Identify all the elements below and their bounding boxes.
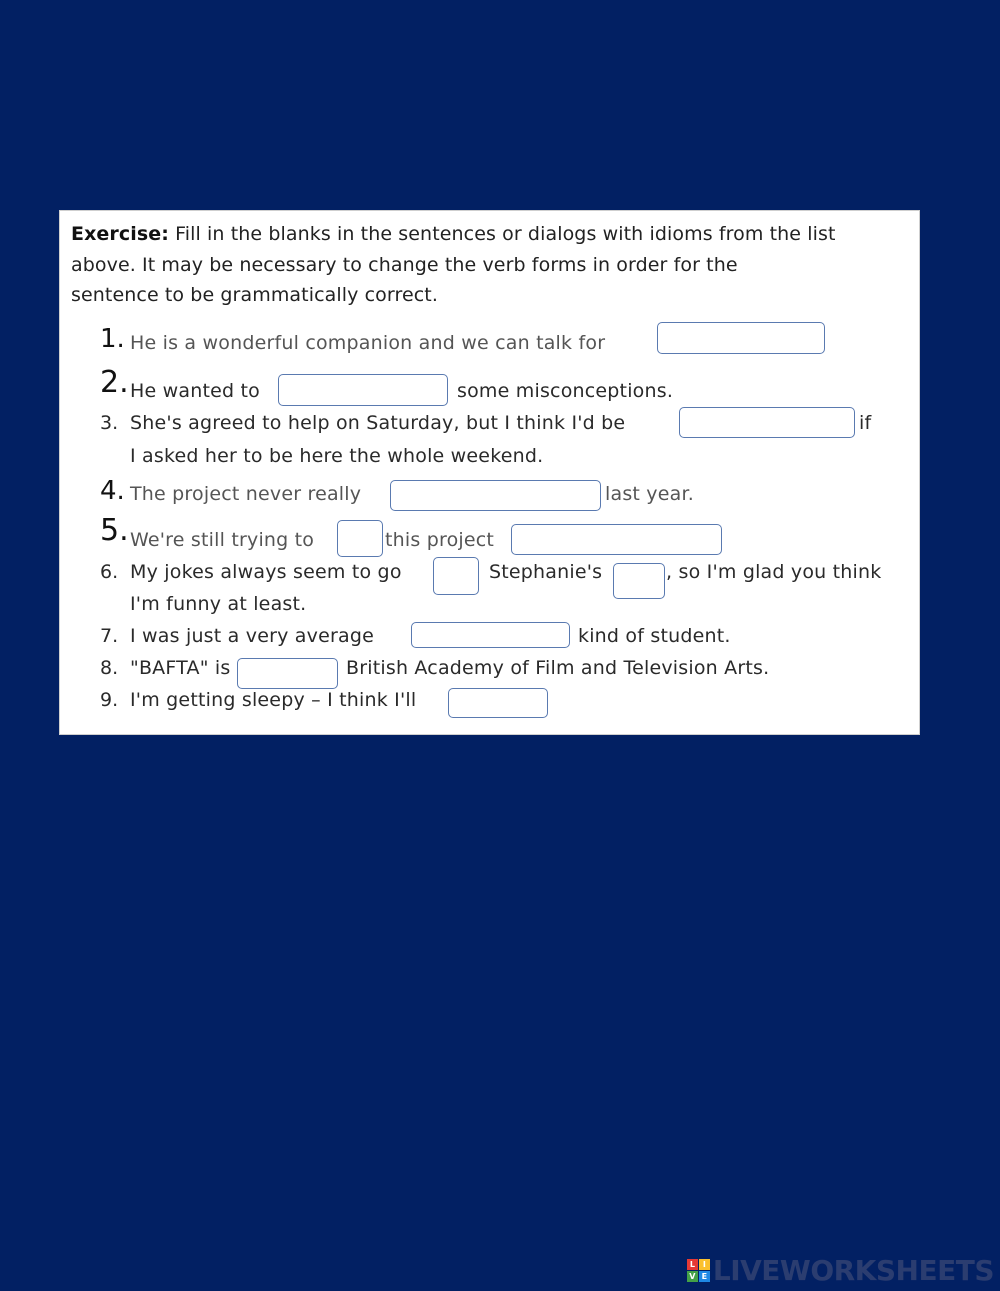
item-text: I was just a very average: [130, 625, 374, 647]
item-text: if: [859, 412, 872, 434]
logo-letter: V: [687, 1271, 698, 1282]
item-text: last year.: [605, 483, 694, 505]
logo-letter: I: [699, 1259, 710, 1270]
liveworksheets-logo-icon: [687, 1259, 710, 1282]
item-text: He is a wonderful companion and we can talk for: [130, 332, 606, 354]
item-text: He wanted to: [130, 380, 260, 402]
item-number: 6.: [100, 561, 119, 583]
item-number: 4.: [100, 476, 125, 506]
logo-letter: E: [699, 1271, 710, 1282]
item-text: The project never really: [130, 483, 362, 505]
exercise-label: Exercise:: [71, 223, 169, 245]
answer-blank-9[interactable]: [448, 688, 548, 718]
answer-blank-8[interactable]: [237, 658, 338, 689]
item-text: I'm funny at least.: [130, 593, 307, 615]
item-number: 3.: [100, 412, 119, 434]
item-number: 9.: [100, 689, 119, 711]
item-number: 2.: [100, 365, 129, 400]
item-number: 8.: [100, 657, 119, 679]
answer-blank-6b[interactable]: [613, 563, 665, 599]
item-text: I'm getting sleepy – I think I'll: [130, 689, 417, 711]
item-text: kind of student.: [578, 625, 731, 647]
item-text: Stephanie's: [489, 561, 603, 583]
answer-blank-5b[interactable]: [511, 524, 722, 555]
answer-blank-4[interactable]: [390, 480, 601, 511]
item-text: some misconceptions.: [457, 380, 674, 402]
item-text: My jokes always seem to go: [130, 561, 402, 583]
answer-blank-1[interactable]: [657, 322, 825, 354]
logo-letter: L: [687, 1259, 698, 1270]
item-text: "BAFTA" is: [130, 657, 231, 679]
liveworksheets-brand[interactable]: [687, 1254, 994, 1287]
item-text: this project: [385, 529, 495, 551]
answer-blank-5a[interactable]: [337, 520, 383, 557]
brand-name: LIVEWORKSHEETS: [712, 1254, 994, 1287]
answer-blank-3[interactable]: [679, 407, 855, 438]
worksheet-panel: [59, 210, 920, 735]
exercise-instructions: Exercise: Fill in the blanks in the sentences or dialogs with idioms from the list above. It may be necessary to change the verb forms in order for the sentence to be grammatically correct.: [71, 223, 836, 306]
item-text: She's agreed to help on Saturday, but I think I'd be: [130, 412, 626, 434]
item-number: 7.: [100, 625, 119, 647]
item-number: 1.: [100, 324, 125, 354]
answer-blank-6a[interactable]: [433, 557, 479, 595]
item-text: British Academy of Film and Television Arts.: [346, 657, 770, 679]
item-number: 5.: [100, 513, 129, 548]
answer-blank-7[interactable]: [411, 622, 570, 648]
item-text: We're still trying to: [130, 529, 315, 551]
answer-blank-2[interactable]: [278, 374, 448, 406]
item-text: I asked her to be here the whole weekend.: [130, 445, 544, 467]
item-text: , so I'm glad you think: [666, 561, 882, 583]
